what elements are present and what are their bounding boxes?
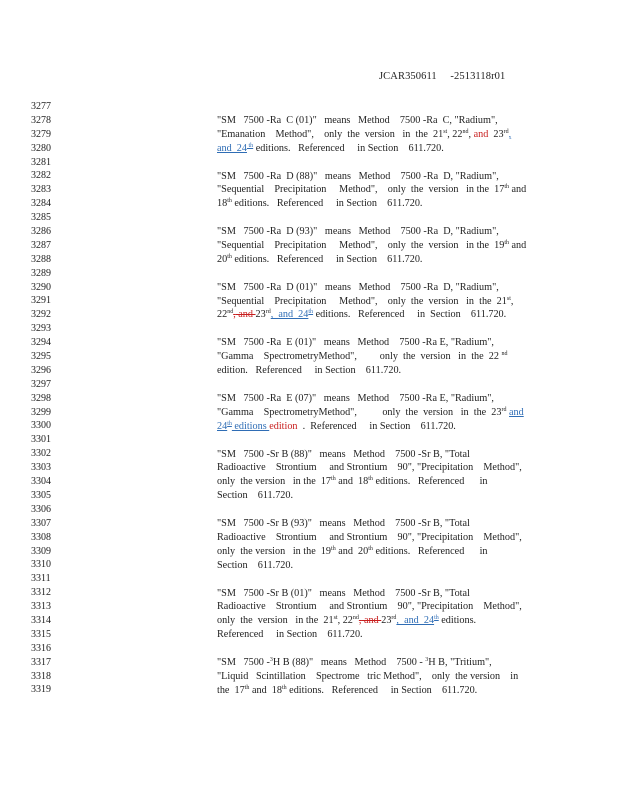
line-number: 3313	[31, 601, 51, 613]
text-run: 18	[217, 198, 228, 210]
line-number: 3300	[31, 420, 51, 432]
text-run: ,	[468, 128, 474, 140]
entry-line	[217, 183, 526, 197]
entry-line	[217, 600, 522, 614]
text-run: "Emanation Method", only the version in the 21	[217, 128, 444, 140]
superscript: 3	[269, 657, 273, 663]
superscript: th	[244, 684, 250, 691]
doc-ref: -2513118r01	[450, 71, 506, 82]
entry-line	[217, 461, 522, 475]
line-number: 3280	[31, 142, 51, 154]
superscript: th	[504, 239, 509, 246]
superscript: th	[504, 184, 509, 191]
text-run: "Sequential Precipitation Method", only the version in the 21	[217, 295, 507, 307]
text-run: "SM 7500 -Ra D (01)" means Method 7500 -Ra D, "Radium",	[217, 281, 499, 293]
deleted-text: and	[361, 615, 382, 627]
definition-entry	[217, 281, 513, 323]
line-number: 3301	[31, 434, 51, 446]
inserted-text: and	[509, 406, 524, 418]
line-number: 3283	[31, 184, 51, 196]
inserted-text: edition	[269, 420, 298, 432]
definition-entry	[217, 517, 522, 573]
line-number: 3285	[31, 212, 51, 224]
text-run: 22	[217, 309, 228, 321]
entry-line	[217, 308, 513, 322]
line-number: 3295	[31, 351, 51, 363]
line-number: 3314	[31, 614, 51, 626]
doc-id: JCAR350611	[379, 71, 437, 82]
text-run: . Referenced in Section 611.720.	[297, 420, 456, 432]
line-number: 3297	[31, 378, 51, 390]
superscript: nd	[462, 128, 469, 135]
text-run: and 20	[335, 545, 369, 557]
line-number: 3279	[31, 128, 51, 140]
inserted-text: ,	[508, 128, 512, 140]
text-run: editions. Referenced in Section 611.720.	[231, 253, 423, 265]
text-run: 23	[255, 309, 266, 321]
superscript: th	[434, 615, 439, 622]
superscript: th	[331, 476, 336, 483]
text-run: only the version in the 21	[217, 615, 334, 627]
definition-entry	[217, 114, 511, 156]
entry-line	[217, 489, 522, 503]
line-number: 3306	[31, 503, 51, 515]
line-number: 3318	[31, 670, 51, 682]
text-run: "SM 7500 -Ra C (01)" means Method 7500 -Ra C, "Radium",	[217, 114, 498, 126]
text-run: 20	[217, 253, 228, 265]
definition-entry	[217, 656, 518, 698]
text-run: 23	[488, 128, 504, 140]
definition-entry	[217, 225, 526, 267]
entry-line	[217, 197, 526, 211]
line-number: 3298	[31, 392, 51, 404]
line-number: 3311	[31, 573, 51, 585]
entry-line	[217, 684, 518, 698]
text-run: 23	[381, 615, 392, 627]
superscript: th	[247, 142, 254, 149]
superscript: th	[227, 420, 232, 427]
superscript: nd	[227, 309, 234, 316]
entry-line	[217, 225, 526, 239]
line-number: 3289	[31, 267, 51, 279]
entry-line	[217, 420, 524, 434]
text-run: "SM 7500 -Sr B (01)" means Method 7500 -Sr B, "Total	[217, 587, 470, 599]
superscript: th	[281, 684, 287, 691]
entry-line	[217, 170, 526, 184]
entry-line	[217, 475, 522, 489]
inserted-text: , and 24	[396, 615, 435, 627]
superscript: th	[331, 545, 336, 552]
text-run: Radioactive Strontium and Strontium 90", "Precipitation Method",	[217, 462, 522, 474]
superscript: 3	[425, 657, 429, 663]
superscript: th	[227, 253, 232, 260]
text-run: Section 611.720.	[217, 559, 294, 571]
entry-line	[217, 281, 513, 295]
entry-line	[217, 253, 526, 267]
text-run: "Sequential Precipitation Method", only the version in the 19	[217, 239, 505, 251]
text-run: , 22	[447, 128, 463, 140]
text-run: Section 611.720.	[217, 490, 294, 502]
text-run: "Gamma SpectrometryMethod", only the version in the 23	[217, 406, 502, 418]
definition-entry	[217, 336, 507, 378]
text-run: and 18	[249, 684, 282, 696]
line-number: 3277	[31, 101, 51, 112]
entry-line	[217, 656, 518, 670]
entry-line	[217, 448, 522, 462]
line-number: 3290	[31, 281, 51, 293]
entry-line	[217, 670, 518, 684]
line-number: 3299	[31, 406, 51, 418]
inserted-text: editions	[231, 420, 270, 432]
line-number: 3302	[31, 448, 51, 460]
text-run: "SM 7500 -Ra D (88)" means Method 7500 -Ra D, "Radium",	[217, 170, 499, 182]
entry-line	[217, 517, 522, 531]
entry-line	[217, 628, 522, 642]
text-run: Radioactive Strontium and Strontium 90", "Precipitation Method",	[217, 601, 522, 613]
inserted-text: and 24	[217, 142, 247, 154]
line-number: 3287	[31, 239, 51, 251]
superscript: rd	[391, 615, 397, 622]
superscript: st	[333, 615, 338, 622]
deleted-text: ,	[233, 309, 236, 321]
line-number: 3282	[31, 170, 51, 182]
line-number: 3284	[31, 198, 51, 210]
text-run: H B, "Tritium",	[428, 657, 492, 668]
text-run: editions. Referenced in Section 611.720.	[231, 198, 423, 210]
text-run: editions. Referenced in	[372, 545, 488, 557]
text-run: "Liquid Scintillation Spectrome tric Method", only the version in	[217, 670, 519, 682]
deleted-text: ,	[358, 615, 362, 627]
text-run: only the version in the 19	[217, 545, 332, 557]
line-number: 3316	[31, 642, 51, 654]
line-number: 3317	[31, 656, 51, 668]
text-run: H B (88)" means Method 7500 -	[272, 657, 426, 668]
line-number: 3278	[31, 114, 51, 126]
text-run: editions. Referenced in Section 611.720.	[313, 309, 507, 321]
text-run: "SM 7500 -Ra E (01)" means Method 7500 -Ra E, "Radium",	[217, 337, 494, 349]
superscript: nd	[501, 351, 508, 358]
line-number: 3310	[31, 559, 51, 571]
line-number: 3309	[31, 545, 51, 557]
text-run: editions. Referenced in	[372, 476, 488, 488]
text-run: and	[508, 239, 527, 251]
text-run: edition. Referenced in Section 611.720.	[217, 365, 402, 377]
line-number: 3304	[31, 476, 51, 488]
superscript: rd	[265, 309, 271, 316]
line-number: 3315	[31, 628, 51, 640]
text-run: the 17	[217, 684, 245, 696]
entry-line	[217, 142, 511, 156]
text-run: and 18	[335, 476, 369, 488]
text-run: "SM 7500 -Sr B (88)" means Method 7500 -Sr B, "Total	[217, 448, 470, 460]
line-number: 3292	[31, 309, 51, 321]
entry-line	[217, 531, 522, 545]
definition-entry	[217, 170, 526, 212]
superscript: rd	[503, 128, 509, 135]
superscript: th	[368, 476, 373, 483]
definition-entry	[217, 392, 524, 434]
text-run: "SM 7500 -Ra D (93)" means Method 7500 -Ra D, "Radium",	[217, 226, 499, 238]
entry-line	[217, 614, 522, 628]
definition-entry	[217, 448, 522, 504]
superscript: th	[368, 545, 373, 552]
line-number: 3308	[31, 531, 51, 543]
line-number: 3286	[31, 226, 51, 238]
text-run: "SM 7500 -Ra E (07)" means Method 7500 -Ra E, "Radium",	[217, 392, 494, 404]
line-number: 3307	[31, 517, 51, 529]
text-run: "SM 7500 -Sr B (93)" means Method 7500 -Sr B, "Total	[217, 518, 470, 529]
text-run: editions. Referenced in Section 611.720.	[253, 142, 444, 154]
deleted-text: and	[235, 309, 256, 321]
text-run: Referenced in Section 611.720.	[217, 629, 363, 641]
text-run: Radioactive Strontium and Strontium 90", "Precipitation Method",	[217, 531, 522, 543]
line-number: 3288	[31, 253, 51, 265]
line-number: 3294	[31, 337, 51, 349]
entry-line	[217, 336, 507, 350]
line-number: 3303	[31, 462, 51, 474]
entry-line	[217, 295, 513, 309]
text-run: "Sequential Precipitation Method", only the version in the 17	[217, 184, 505, 196]
entry-line	[217, 239, 526, 253]
line-number: 3296	[31, 364, 51, 376]
line-number-column	[31, 100, 71, 697]
line-number: 3312	[31, 587, 51, 599]
entry-line	[217, 587, 522, 601]
superscript: st	[506, 295, 511, 302]
entry-line	[217, 350, 507, 364]
superscript: nd	[352, 615, 359, 622]
inserted-text: , and 24	[270, 309, 309, 321]
entry-line	[217, 128, 511, 142]
definition-entry	[217, 587, 522, 643]
line-number: 3293	[31, 323, 51, 335]
text-run: ,	[510, 295, 514, 307]
text-run: "Gamma SpectrometryMethod", only the version in the 22	[217, 351, 502, 363]
entry-line	[217, 406, 524, 420]
inserted-text: and	[473, 128, 489, 140]
superscript: st	[443, 128, 448, 135]
superscript: th	[308, 309, 314, 316]
inserted-text: 24	[217, 420, 228, 432]
text-run: , 22	[337, 615, 353, 627]
text-run: "SM 7500 -	[217, 657, 270, 668]
line-number: 3281	[31, 156, 51, 168]
document-header	[379, 71, 505, 82]
text-run: only the version in the 17	[217, 476, 332, 488]
text-run: editions. Referenced in Section 611.720.	[286, 684, 478, 696]
line-number: 3319	[31, 684, 51, 696]
entry-line	[217, 392, 524, 406]
text-run: and	[508, 184, 527, 196]
line-number: 3291	[31, 295, 51, 307]
line-number: 3305	[31, 489, 51, 501]
superscript: rd	[501, 406, 507, 413]
entry-line	[217, 364, 507, 378]
entry-line	[217, 114, 511, 128]
text-run: editions.	[438, 615, 477, 627]
entry-line	[217, 559, 522, 573]
superscript: th	[227, 198, 232, 205]
entry-line	[217, 545, 522, 559]
